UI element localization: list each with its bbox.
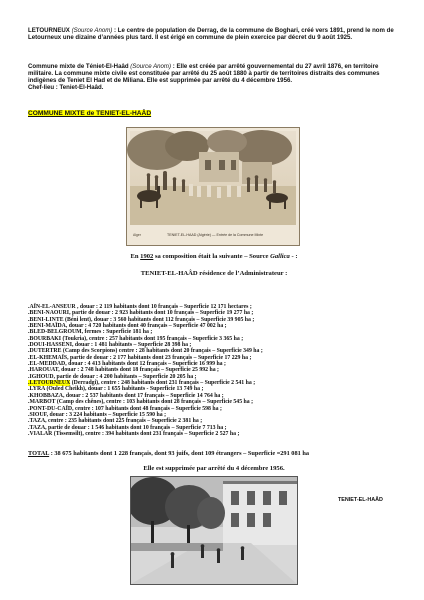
total-line [28,450,400,457]
commune-row: .BENI-NAOURI, partie de douar : 2 923 habitants dont 10 français – Superficie 19 277 ha ; [28,310,254,317]
commune-row: .AÏN-EL-ANSEUR , douar : 2 119 habitants dont 10 français – Superficie 12 171 hectares ; [28,304,252,310]
postcard-illustration [127,128,299,245]
commune-mixte-text: : Elle est créée par arrêté gouvernemental du 27 avril 1876, en territoire militaire. La commune mixte civile est constituée par arrêté du 25 août 1880 à partir de territoires distraits des communes indigènes de Teniet El Had et de Miliana. Elle est supprimée par arrêté du 4 décembre 1956. [28,63,380,85]
postcard-photo [126,127,300,246]
letourneux-text: : Le centre de population de Derrag, de la commune de Boghari, créé vers 1891, prend le nom de Letourneux une dizaine d’années plus tard. Il est érigé en commune de plein exercice par décret du 9 août 1925. [28,27,394,42]
street-photo-caption-text: TENIET-EL-HAÂD [338,497,383,503]
commune-mixte-source: (Source Anom) [130,63,172,70]
commune-row: .BOURBAKI (Toukria), centre : 257 habitants dont 195 français – Superficie 3 365 ha ; [28,335,244,342]
composition-year: 1902 [140,253,154,260]
commune-row-text: (Derradgi), centre : 248 habitants dont 231 français – Superficie 2 541 ha ; [70,380,256,387]
commune-highlight: .LETOURNEUX [28,380,71,387]
commune-row: .HAROUAT, douar : 2 748 habitants dont 18 français – Superficie 25 992 ha ; [28,367,219,374]
commune-row: .VIALAR (Tissemsilt), centre : 394 habitants dont 231 français – Superficie 2 527 ha ; [28,430,240,437]
street-illustration [131,477,297,584]
commune-mixte-paragraph [28,63,400,91]
commune-list [28,304,400,437]
commune-row: .DUTERTRE (Camp des Scorpions) centre : 28 habitants dont 20 français – Superficie 349 ha ; [28,348,263,355]
residence-heading [28,270,400,277]
closing-line [28,465,400,472]
total-text: : 38 675 habitants dont 1 228 français, dont 93 juifs, dont 109 étrangers – Superficie =291 081 ha [49,450,309,457]
street-photo-caption [338,497,383,503]
commune-row: .SIOUF, douar : 3 224 habitants – Superficie 15 590 ha ; [28,411,167,418]
section-title-text: COMMUNE MIXTE de TENIET-EL-HAÂD [28,110,152,117]
letourneux-paragraph [28,27,400,41]
letourneux-source: (Source Anom) [71,27,113,34]
commune-row: .PONT-DU-CAÏD, centre : 107 habitants dont 48 français – Superficie 598 ha ; [28,405,222,412]
commune-row: .BLED-BELGROUM, fermes : Superficie 181 ha ; [28,329,153,336]
chef-lieu: Chef-lieu : Teniet-El-Haâd. [28,84,104,92]
section-title [28,110,400,117]
composition-prefix: En [130,253,141,260]
total-label: TOTAL [28,450,50,457]
composition-line [28,253,400,260]
commune-row: .LYRA (Ouled Cheikh), douar : 1 655 habitants - Superficie 13 749 ha ; [28,386,204,393]
closing-text: Elle est supprimée par arrêté du 4 décembre 1956. [143,465,285,472]
commune-row: .BENI-MAÏDA, douar : 4 720 habitants dont 40 français – Superficie 47 002 ha ; [28,323,227,330]
postcard-caption: TENIET-EL-HAAD (Algérie) — Entrée de la Commune Mixte [167,233,264,237]
commune-row: .KHOBBAZA, douar : 2 537 habitants dont 17 français – Superficie 14 764 ha ; [28,392,224,399]
commune-row: .EL-MEDDAD, douar : 4 413 habitants dont 12 français – Superficie 16 999 ha ; [28,361,226,368]
letourneux-name: LETOURNEUX [28,27,70,34]
commune-row: .BENI-LINTE (Béni lent), douar : 3 560 habitants dont 112 français – Superficie 39 905 ha ; [28,316,255,323]
composition-end: - : [289,253,298,260]
commune-row: .IGHOUD, partie de douar : 4 200 habitants – Superficie 20 205 ha ; [28,373,197,380]
commune-row: .EL-KHEMAÏS, partie de douar : 2 177 habitants dont 23 français – Superficie 17 229 ha ; [28,354,252,361]
street-photo [130,476,298,585]
residence-text: TENIET-EL-HAÂD résidence de l’Administrateur : [140,270,288,277]
composition-source: Gallica [270,253,290,260]
commune-mixte-name: Commune mixte de Téniet-El-Haâd [28,63,129,70]
commune-row: .TAZA, partie de douar : 1 546 habitants dont 10 français – Superficie 7 713 ha ; [28,424,227,431]
commune-row: .MARBOT (Camp des chênes), centre : 103 habitants dont 28 français – Superficie 545 ha ; [28,399,254,406]
composition-suffix: sa composition était la suivante – Source [153,253,271,260]
postcard-publisher: Alger [133,233,141,237]
commune-row: .TAZA, centre : 235 habitants dont 225 français – Superficie 2 381 ha ; [28,418,203,425]
commune-row: .DOUI-HASSENI, douar : 1 481 habitants – Superficie 28 398 ha ; [28,342,192,349]
